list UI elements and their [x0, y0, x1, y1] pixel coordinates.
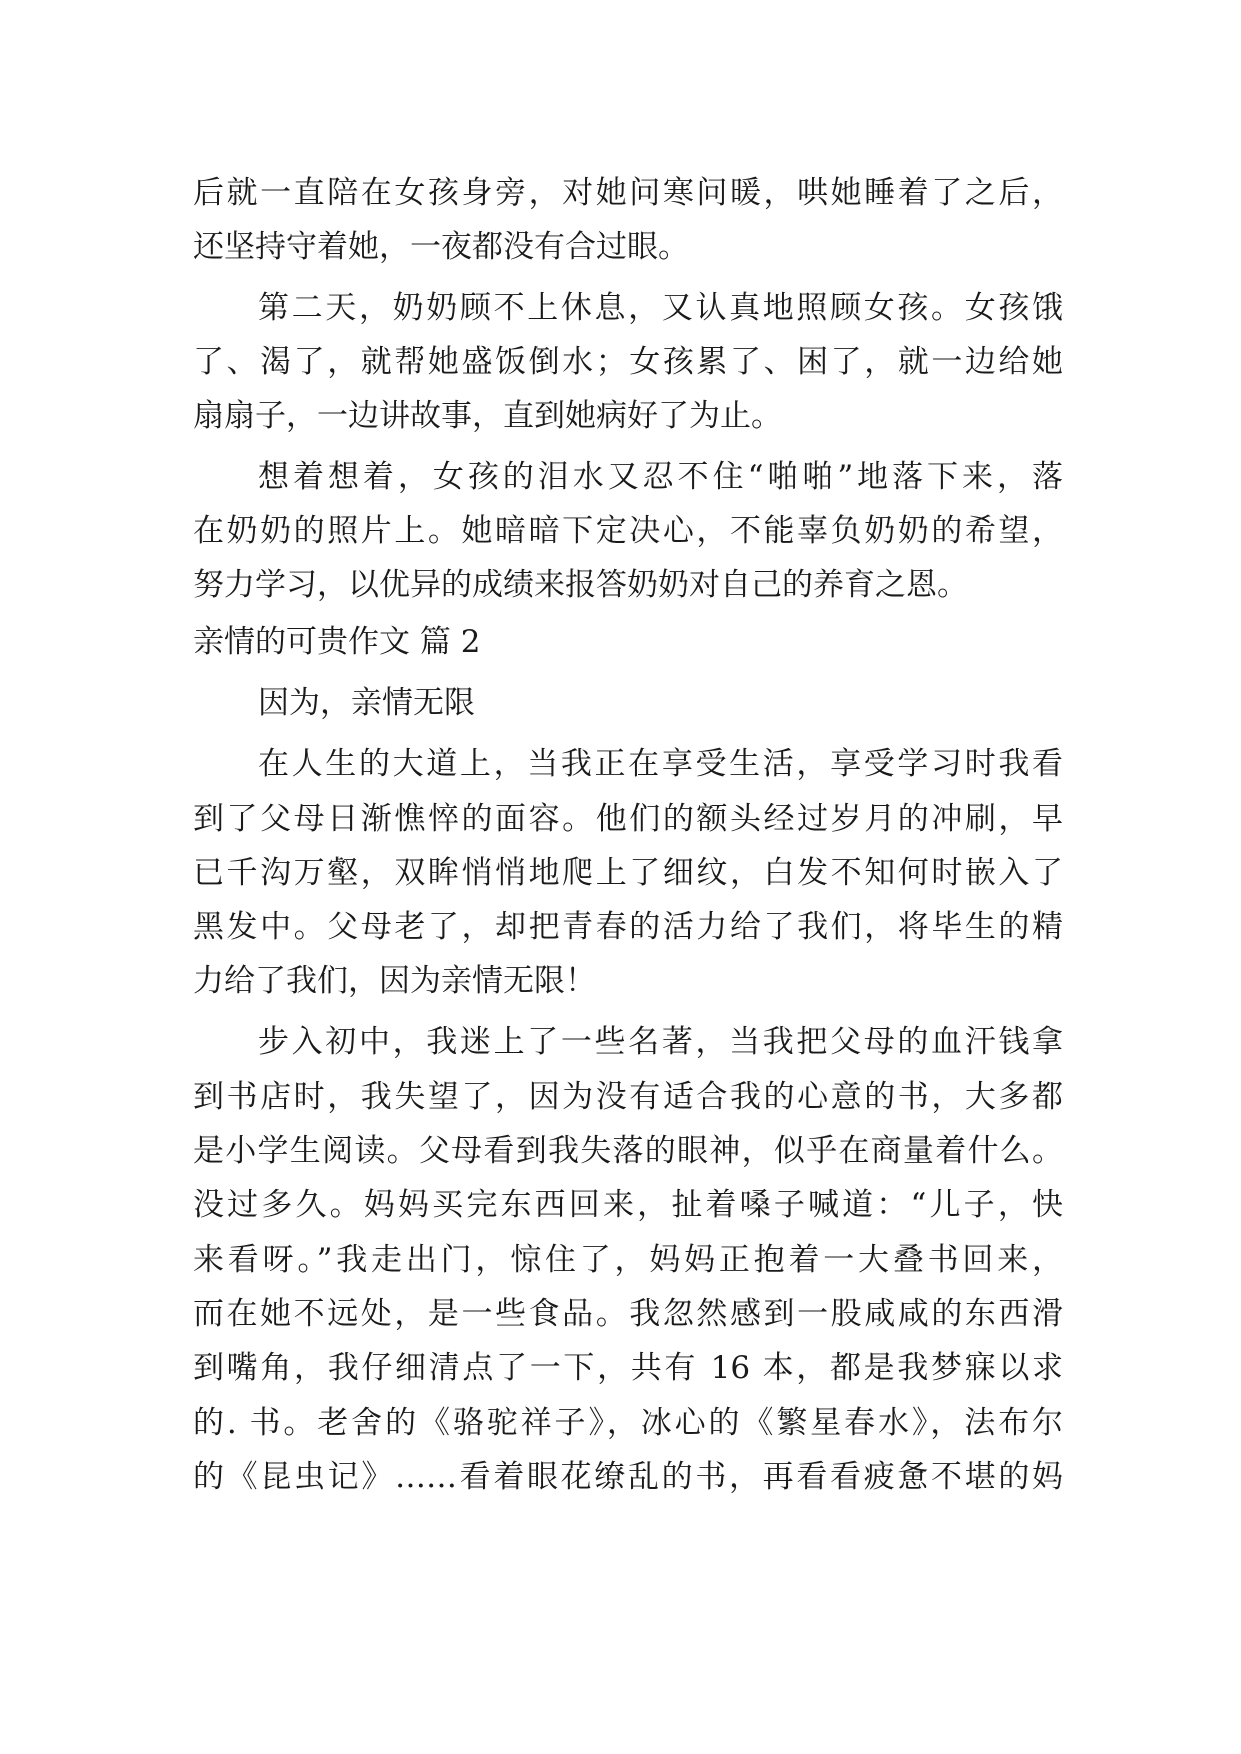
paragraph-line: 是小学生阅读。父母看到我失落的眼神，似乎在商量着什么。	[193, 1133, 1063, 1169]
paragraph-line: 努力学习，以优异的成绩来报答奶奶对自己的养育之恩。	[193, 567, 968, 603]
paragraph-line: 了、渴了，就帮她盛饭倒水；女孩累了、困了，就一边给她	[193, 344, 1063, 380]
paragraph-line: 在奶奶的照片上。她暗暗下定决心，不能辜负奶奶的希望，	[193, 513, 1063, 549]
paragraph-line: 想着想着，女孩的泪水又忍不住“啪啪”地落下来，落	[258, 459, 1063, 495]
paragraph-line: 来看呀。”我走出门，惊住了，妈妈正抱着一大叠书回来，	[193, 1242, 1063, 1278]
paragraph-line: 力给了我们，因为亲情无限！	[193, 963, 596, 999]
section-heading: 亲情的可贵作文 篇 2	[193, 624, 481, 660]
paragraph-line: 步入初中，我迷上了一些名著，当我把父母的血汗钱拿	[258, 1024, 1063, 1060]
paragraph-line: 第二天，奶奶顾不上休息，又认真地照顾女孩。女孩饿	[258, 290, 1063, 326]
paragraph-line: 没过多久。妈妈买完东西回来，扯着嗓子喊道：“儿子，快	[193, 1187, 1063, 1223]
paragraph-line: 黑发中。父母老了，却把青春的活力给了我们，将毕生的精	[193, 909, 1063, 945]
paragraph-line: 后就一直陪在女孩身旁，对她问寒问暖，哄她睡着了之后，	[193, 175, 1063, 211]
paragraph-line: 的《昆虫记》……看着眼花缭乱的书，再看看疲惫不堪的妈	[193, 1459, 1063, 1495]
paragraph-line: 到书店时，我失望了，因为没有适合我的心意的书，大多都	[193, 1079, 1063, 1115]
paragraph-line: 还坚持守着她，一夜都没有合过眼。	[193, 229, 689, 265]
paragraph-line: 到嘴角，我仔细清点了一下，共有 16 本，都是我梦寐以求	[193, 1350, 1063, 1386]
paragraph-line: 在人生的大道上，当我正在享受生活，享受学习时我看	[258, 746, 1063, 782]
paragraph-line: 扇扇子，一边讲故事，直到她病好了为止。	[193, 398, 782, 434]
paragraph-line: 的. 书。老舍的《骆驼祥子》，冰心的《繁星春水》，法布尔	[193, 1405, 1063, 1441]
paragraph-line: 到了父母日渐憔悴的面容。他们的额头经过岁月的冲刷，早	[193, 801, 1063, 837]
paragraph-line: 已千沟万壑，双眸悄悄地爬上了细纹，白发不知何时嵌入了	[193, 855, 1063, 891]
paragraph-line: 而在她不远处，是一些食品。我忽然感到一股咸咸的东西滑	[193, 1296, 1063, 1332]
subtitle: 因为，亲情无限	[258, 685, 475, 721]
